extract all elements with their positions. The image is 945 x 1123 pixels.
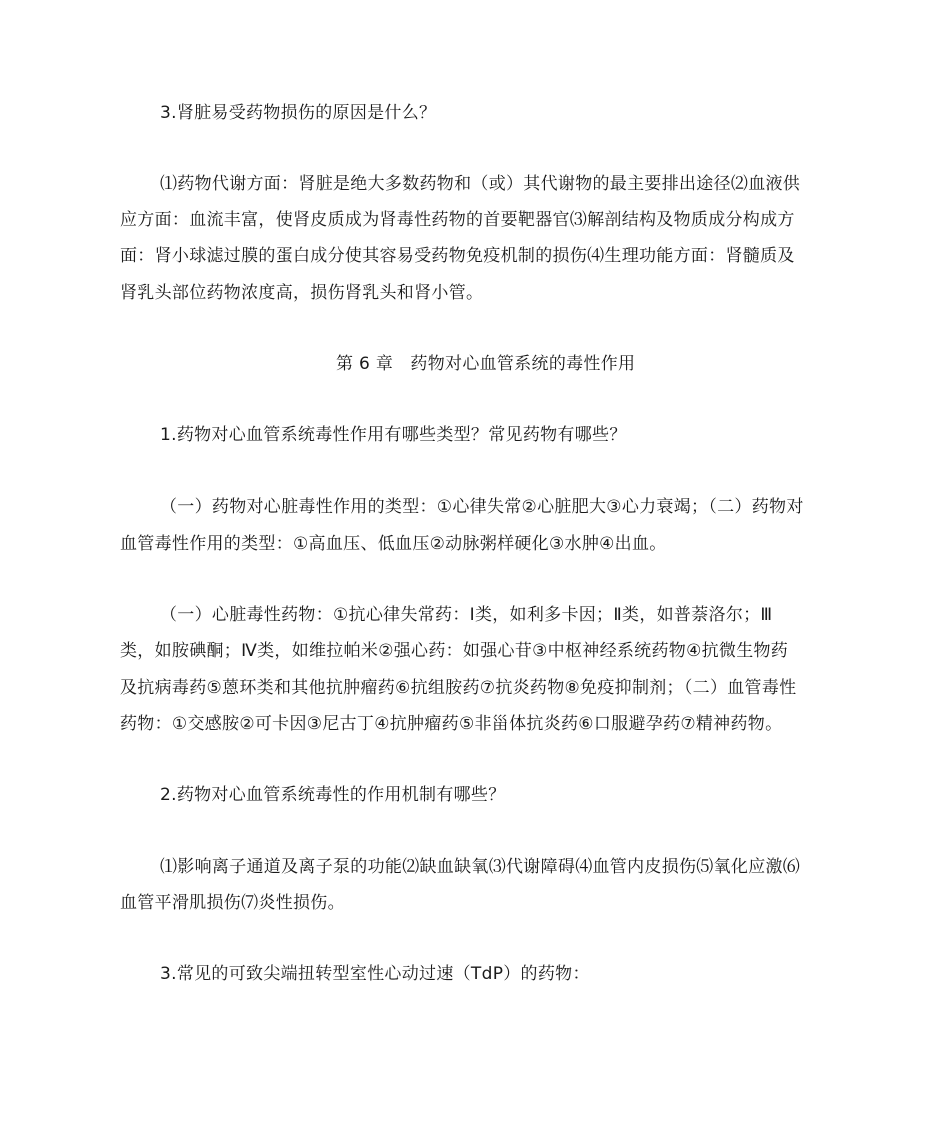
q1-types-line-1: （一）药物对心脏毒性作用的类型：①心律失常②心脏肥大③心力衰竭；（二）药物对 <box>160 497 804 517</box>
q3-question: 3.常见的可致尖端扭转型室性心动过速（TdP）的药物： <box>160 964 590 984</box>
kidney-answer-line-2: 应方面：血流丰富，使肾皮质成为肾毒性药物的首要靶器官⑶解剖结构及物质成分构成方 <box>120 210 795 230</box>
q1-drugs-line-3: 及抗病毒药⑤蒽环类和其他抗肿瘤药⑥抗组胺药⑦抗炎药物⑧免疫抑制剂；（二）血管毒性 <box>120 678 797 698</box>
q1-types-line-2: 血管毒性作用的类型：①高血压、低血压②动脉粥样硬化③水肿④出血。 <box>120 534 667 554</box>
chapter-heading: 第 6 章 药物对心血管系统的毒性作用 <box>336 354 636 374</box>
q1-drugs-line-1: （一）心脏毒性药物：①抗心律失常药：Ⅰ类，如利多卡因；Ⅱ类，如普萘洛尔；Ⅲ <box>160 605 773 625</box>
q2-question: 2.药物对心血管系统毒性的作用机制有哪些？ <box>160 785 506 805</box>
q1-drugs-line-4: 药物：①交感胺②可卡因③尼古丁④抗肿瘤药⑤非甾体抗炎药⑥口服避孕药⑦精神药物。 <box>120 714 783 734</box>
q2-answer-line-1: ⑴影响离子通道及离子泵的功能⑵缺血缺氧⑶代谢障碍⑷血管内皮损伤⑸氧化应激⑹ <box>160 857 801 877</box>
q1-drugs-line-2: 类，如胺碘酮；Ⅳ类，如维拉帕米②强心药：如强心苷③中枢神经系统药物④抗微生物药 <box>120 641 789 661</box>
kidney-answer-line-3: 面：肾小球滤过膜的蛋白成分使其容易受药物免疫机制的损伤⑷生理功能方面：肾髓质及 <box>120 246 795 266</box>
q2-answer-line-2: 血管平滑肌损伤⑺炎性损伤。 <box>120 893 345 913</box>
kidney-question: 3.肾脏易受药物损伤的原因是什么？ <box>160 103 437 123</box>
kidney-answer-line-4: 肾乳头部位药物浓度高，损伤肾乳头和肾小管。 <box>120 283 484 303</box>
kidney-answer-line-1: ⑴药物代谢方面：肾脏是绝大多数药物和（或）其代谢物的最主要排出途径⑵血液供 <box>160 174 801 194</box>
q1-question: 1.药物对心血管系统毒性作用有哪些类型？常见药物有哪些？ <box>160 425 627 445</box>
